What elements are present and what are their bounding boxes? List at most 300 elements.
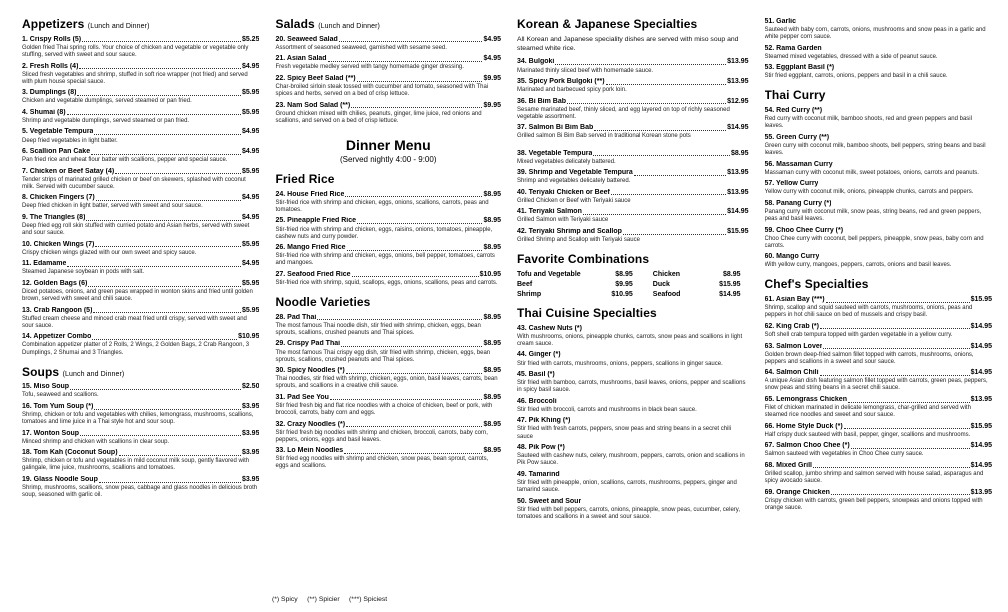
menu-item-line [765,45,993,53]
menu-item-price: $8.95 [483,393,501,401]
menu-item [22,148,259,164]
menu-item-name: 57. Yellow Curry [764,180,819,188]
menu-item [275,447,501,470]
menu-item-price: $4.95 [241,214,260,222]
dotted-leader [820,375,970,376]
menu-item-price: $8.95 [483,313,501,321]
dotted-leader [70,389,241,390]
menu-item-name: 19. Glass Noodle Soup [22,476,98,484]
menu-item-description: Stir fried with bell peppers, carrots, onions, pineapple, snow peas, cucumber, celery, tomatoes and scallions in a sweet and sour sauce. [517,506,741,520]
menu-item-name: 5. Vegetable Tempura [22,128,94,136]
menu-item-name: 51. Garlic [764,18,797,25]
menu-item-price: $10.95 [479,270,501,278]
menu-item-line [765,180,993,188]
menu-item-description: Stir fried with fresh carrots, peppers, snow peas and string beans in a secret chili sauce [517,426,732,440]
menu-item-name: 38. Vegetable Tempura [517,149,593,157]
section-heading-text: Appetizers [22,18,85,31]
menu-item-line [275,36,501,44]
menu-item-line [765,462,993,470]
menu-item-name: 47. Pik Khing (*) [517,417,571,425]
menu-item-line [22,383,259,391]
menu-item-description: Golden fried Thai spring rolls. Your choice of chicken and vegetable or vegetable only stuffing, served with sweet and sour sauce. [22,44,249,58]
menu-item-price: $8.95 [483,190,501,198]
menu-item [275,421,501,444]
combo-item [517,281,639,288]
menu-item-price: $13.95 [727,78,749,86]
menu-item-price: $5.25 [241,35,260,43]
menu-item-description: Grilled Salmon with Teriyaki sauce [517,217,609,224]
menu-item-line [22,307,259,315]
menu-item-name: 65. Lemongrass Chicken [764,395,847,403]
menu-item-description: Stir-fried rice with shrimp and chicken, eggs, raisins, onions, tomatoes, pineapple, cashew nuts and curry powder. [275,226,493,240]
menu-item-price: $14.95 [970,342,992,350]
menu-item-line [765,134,993,142]
menu-item-price: $5.95 [241,279,260,287]
menu-item-name: 31. Pad See You [275,393,329,401]
menu-item [275,217,501,240]
menu-item-description: Assortment of seasoned seaweed, garnished with sesame seed. [275,44,447,51]
dotted-leader [593,155,730,156]
menu-item [765,161,993,177]
combo-price: $10.95 [611,290,633,298]
menu-item [517,398,749,414]
menu-item [22,307,259,330]
menu-item-description: Yellow curry with coconut milk, onions, pineapple chunks, carrots and peppers. [764,189,974,196]
menu-item-name: 69. Orange Chicken [764,488,830,496]
menu-item-name: 43. Cashew Nuts (*) [517,324,582,332]
menu-item-price: $15.95 [970,422,992,430]
menu-item-name: 36. Bi Bim Bab [517,97,567,105]
menu-item-description: Marinated and barbecued spicy pork loin. [517,87,627,94]
dotted-leader [77,95,241,96]
dotted-leader [96,200,241,201]
menu-item-price: $12.95 [727,97,749,105]
menu-item [22,36,259,59]
menu-item-line [275,191,501,199]
menu-item-description: Diced potatoes, onions, and green peas wrapped in wonton skins and fried until golden brown, served with sweet and chili sauce. [22,289,253,303]
menu-item-description: With mushrooms, onions, pineapple chunks, carrots, snow peas and scallions in light cream sauce. [517,333,743,347]
menu-item-price: $14.95 [970,369,992,377]
menu-item [22,260,259,276]
menu-item-line [275,394,501,402]
menu-item [517,498,749,521]
menu-item-line [765,396,993,404]
menu-item [765,18,993,41]
menu-item-name: 48. Pik Pow (*) [517,444,565,452]
menu-item-description: Sliced fresh vegetables and shrimp, stuffed in soft rice wrapper (not fried) and served with plum house special sauce. [22,71,248,85]
dotted-leader [79,68,241,69]
menu-item-description: Shrimp, chicken or tofu and vegetables in mild coconut milk soup, gently flavored with galingale, lime juice, mushrooms, scallions and tomatoes. [22,458,250,472]
menu-item-line [765,64,993,72]
menu-item-description: Grilled Chicken or Beef with Teriyaki sauce [517,197,631,204]
dotted-leader [346,426,482,427]
menu-item-line [517,124,749,132]
menu-item-line [22,168,259,176]
menu-item-description: Stir fried egg noodles with shrimp and chicken, snow peas, bean sprout, carrots, eggs and scallions. [275,456,489,470]
dotted-leader [820,328,970,329]
menu-item-line [275,271,501,279]
menu-item-description: Shrimp and vegetable dumplings, served steamed or pan fried. [22,117,190,124]
section-heading-text: Thai Curry [764,88,826,103]
menu-column-3 [517,18,749,612]
section-intro: All Korean and Japanese speciality dishes are served with miso soup and steamed white rice. [517,35,739,52]
menu-item-line [765,253,993,261]
menu-item-description: Stir-fried rice with shrimp and chicken, eggs, onions, scallions, carrots, peas and tomatoes. [275,199,489,213]
menu-item-name: 16. Tom Yum Soup (*) [22,403,94,411]
menu-item-line [22,476,259,484]
menu-item-price: $15.95 [970,296,992,304]
menu-item-name: 13. Crab Rangoon (5) [22,306,93,314]
menu-item-line [765,296,993,304]
menu-item-line [22,109,259,117]
dotted-leader [346,373,483,374]
menu-item-name: 40. Teriyaki Chicken or Beef [517,188,610,196]
menu-item-line [275,340,501,348]
dotted-leader [67,266,241,267]
menu-item-price: $14.95 [970,461,992,469]
dotted-leader [115,173,241,174]
dotted-leader [93,312,241,313]
menu-item-line [517,351,749,359]
menu-item-name: 50. Sweet and Sour [517,497,582,505]
menu-item-description: The most famous Thai crispy egg dish, stir fried with shrimp, chicken, eggs, bean sprouts, scallions, crushed peanuts and Thai spices. [275,349,491,363]
menu-item-description: Stir fried fresh big and flat rice noodles with a choice of chicken, beef or pork, with broccoli, carrots, baby corn and eggs. [275,402,493,417]
menu-item-price: $8.95 [483,367,501,375]
menu-item-name: 27. Seafood Fried Rice [275,270,351,278]
menu-item [517,124,749,140]
menu-item-line [765,442,993,450]
menu-item-price: $9.95 [483,101,501,109]
menu-item-description: Shrimp, scallop and squid sauteed with carrots, mushrooms, onions, peas and peppers in hot chili sauce on bed of mussels and crispy basil. [764,305,973,319]
menu-item [517,78,749,94]
menu-item-description: With yellow curry, mangoes, peppers, carrots, onions and basil leaves. [764,262,952,269]
menu-item-description: Salmon sauteed with vegetables in Choo Chee curry sauce. [764,451,924,458]
menu-item [517,98,749,121]
dotted-leader [88,286,241,287]
menu-item-price: $4.95 [241,260,260,268]
menu-item [765,442,993,458]
menu-item-price: $5.95 [241,89,260,97]
dotted-leader [851,448,970,449]
section-heading-text: Salads [275,18,315,31]
menu-item-line [22,63,259,71]
menu-item-line [517,58,749,66]
dotted-leader [317,319,482,320]
menu-item [22,109,259,125]
menu-item-line [275,217,501,225]
menu-item-price: $3.95 [241,449,260,457]
menu-item-price: $5.95 [241,167,260,175]
menu-item-price: $15.95 [727,228,749,236]
menu-item-line [22,260,259,268]
dotted-leader [351,107,482,108]
menu-item-line [517,371,749,379]
menu-item-description: Shrimp, mushrooms, scallions, snow peas, cabbage and glass noodles in delicious broth soup, seasoned with garlic oil. [22,485,258,499]
menu-item-name: 58. Panang Curry (*) [764,199,832,207]
menu-item-price: $8.95 [483,340,501,348]
menu-item-price: $8.95 [483,217,501,225]
menu-item-description: Chicken and vegetable dumplings, served steamed or pan fried. [22,98,192,105]
menu-item-line [765,423,993,431]
menu-item-name: 24. House Fried Rice [275,190,345,198]
menu-item-line [22,89,259,97]
dotted-leader [345,196,482,197]
menu-item-line [765,18,993,26]
menu-item-description: Deep fried chicken in light batter, served with sweet and sour sauce. [22,203,203,210]
menu-item-name: 33. Lo Mein Noodles [275,447,344,455]
dotted-leader [95,246,241,247]
menu-item [517,471,749,494]
menu-item-description: Stir fried fresh big noodles with shrimp and chicken, broccoli, carrots, baby corn, peppers, onions, eggs and basil leaves. [275,429,488,443]
dotted-leader [831,494,970,495]
menu-column-4 [765,18,993,612]
menu-item [765,64,993,80]
combo-item [653,291,747,298]
menu-item-description: Shrimp and vegetables delicately battered. [517,178,631,185]
menu-item-line [517,189,749,197]
menu-item [765,107,993,130]
menu-item-description: Tofu, seaweed and scallions. [22,392,99,399]
menu-item [765,369,993,392]
menu-item-price: $13.95 [970,488,992,496]
section-heading-text: Chef's Specialties [764,277,869,292]
menu-item-price: $8.95 [730,149,749,157]
menu-item-description: Stir fried with bamboo, carrots, mushrooms, basil leaves, onions, pepper and scallions in spicy basil sauce. [517,380,746,394]
menu-item-price: $4.95 [241,128,260,136]
dotted-leader [119,455,241,456]
combo-price: $9.95 [615,280,633,288]
menu-item [22,403,259,426]
dotted-leader [80,435,241,436]
menu-item-price: $5.95 [241,306,260,314]
menu-item-description: Massaman curry with coconut milk, sweet potatoes, onions, carrots and peanuts. [764,169,979,176]
menu-item-name: 52. Rama Garden [764,44,822,52]
menu-item-name: 12. Golden Bags (6) [22,279,88,287]
menu-item [22,383,259,399]
menu-item-price: $8.95 [483,244,501,252]
menu-item-name: 37. Salmon Bi Bim Bab [517,124,594,132]
menu-item-line [22,280,259,288]
combo-item [517,271,639,278]
menu-item-line [517,498,749,506]
section-heading [275,173,501,187]
spice-level-legend: (*) Spicy (**) Spicier (***) Spiciest [272,596,388,603]
dotted-leader [341,346,482,347]
menu-column-2 [275,18,501,612]
menu-item-line [22,194,259,202]
menu-item [765,423,993,439]
menu-item-name: 30. Spicy Noodles (*) [275,367,345,375]
menu-item-line [765,227,993,235]
menu-item [765,296,993,319]
menu-item [517,228,749,244]
menu-item-price: $4.95 [241,194,260,202]
menu-item-name: 18. Tom Kah (Coconut Soup) [22,449,118,457]
dotted-leader [91,154,241,155]
dotted-leader [357,81,483,82]
menu-item-line [765,161,993,169]
menu-item-name: 26. Mango Fried Rice [275,244,346,252]
menu-item [765,489,993,512]
menu-item-line [517,169,749,177]
menu-item [275,102,501,125]
menu-item-description: Grilled Shrimp and Scallop with Teriyaki sauce [517,237,640,244]
section-heading-text: Noodle Varieties [275,294,371,309]
menu-item-line [275,244,501,252]
dotted-leader [848,402,970,403]
menu-item-description: Steamed Japanese soybean in pods with salt. [22,269,145,276]
combo-price: $15.95 [719,280,741,288]
menu-item-line [517,444,749,452]
menu-item-line [765,343,993,351]
menu-item-name: 39. Shrimp and Vegetable Tempura [517,169,633,177]
menu-item [765,343,993,366]
menu-item-name: 63. Salmon Lover [764,342,823,350]
menu-item [517,150,749,166]
menu-item-name: 6. Scallion Pan Cake [22,148,91,156]
section-heading [517,307,749,321]
menu-item [765,45,993,61]
menu-item [765,323,993,339]
menu-item-description: Minced shrimp and chicken with scallions in clear soup. [22,438,170,445]
menu-item [765,396,993,419]
menu-item-description: Tender strips of marinated grilled chicken or beef on skewers, splashed with coconut milk. Served with cucumber sauce. [22,176,246,190]
menu-item [275,394,501,417]
section-heading [517,18,749,32]
menu-item [22,333,259,356]
menu-item [765,253,993,269]
menu-item-description: Pan fried rice and wheat flour batter with scallions, pepper and special sauce. [22,157,228,164]
dotted-leader [67,114,241,115]
dotted-leader [813,467,970,468]
menu-item [765,200,993,223]
menu-item-line [517,98,749,106]
menu-item-price: $4.95 [483,55,501,63]
menu-item-name: 14. Appetizer Combo [22,333,92,341]
dotted-leader [606,84,727,85]
menu-item [765,134,993,157]
menu-item-description: Sesame marinated beef, thinly sliced, and egg layered on top of richly seasoned vegetable assortment. [517,106,730,120]
combo-name: Tofu and Vegetable [517,270,581,278]
menu-item [22,280,259,303]
section-heading [22,18,259,32]
menu-item-name: 49. Tamarind [517,470,560,478]
menu-item [517,189,749,205]
dotted-leader [94,409,241,410]
menu-item-description: Stir fried with broccoli, carrots and mushrooms in black bean sauce. [517,406,697,413]
section-heading-text: Korean & Japanese Specialties [517,18,698,31]
menu-item-name: 22. Spicy Beef Salad (**) [275,75,356,83]
menu-item-description: Deep fried vegetables in light batter. [22,137,118,144]
menu-item-name: 21. Asian Salad [275,55,327,63]
menu-item [22,194,259,210]
menu-item-line [22,333,259,341]
menu-item-name: 17. Wonton Soup [22,429,80,437]
menu-item-line [22,148,259,156]
menu-item-line [517,78,749,86]
menu-item-description: Sauteed with baby corn, carrots, onions, mushrooms and snow peas in a garlic and white pepper corn sauce. [764,27,986,41]
combo-price: $8.95 [615,270,633,278]
menu-item-description: Combination appetizer platter of 2 Rolls, 2 Wings, 2 Golden Bags, 2 Crab Rangoon, 3 Dumplings, 2 Shumai and 3 Triangles. [22,342,250,356]
menu-item-name: 59. Choo Chee Curry (*) [764,226,844,234]
menu-item-name: 25. Pineapple Fried Rice [275,217,357,225]
menu-column-1 [22,18,259,612]
menu-item-price: $14.95 [970,442,992,450]
section-heading [275,296,501,310]
menu-item-description: Sauteed with cashew nuts, celery, mushroom, peppers, carrots, onion and scallions in Pik Pow sauce. [517,453,745,467]
menu-item [22,214,259,237]
menu-item-name: 62. King Crab (*) [764,322,819,330]
menu-item-line [22,241,259,249]
menu-item-description: Steamed mixed vegetables, dressed with a side of peanut sauce. [764,53,938,60]
menu-item [765,180,993,196]
menu-item-description: Shrimp, chicken or tofu and vegetables with chilies, lemongrass, mushrooms, scallions, tomatoes and lime juice in a Thai style hot and sour soup. [22,412,254,426]
menu-item-description: Red curry with coconut milk, bamboo shoots, red and green peppers and basil leaves. [764,116,972,130]
menu-item-name: 2. Fresh Rolls (4) [22,62,79,70]
menu-item [22,63,259,86]
menu-item [517,351,749,367]
menu-item-price: $5.95 [241,108,260,116]
menu-item-line [22,36,259,44]
menu-item-line [517,208,749,216]
combo-name: Duck [652,280,670,288]
dotted-leader [344,453,482,454]
dotted-leader [352,276,479,277]
menu-item-price: $4.95 [241,62,260,70]
menu-item-description: Soft shell crab tempura topped with garden vegetable in a yellow curry. [764,331,953,338]
dotted-leader [347,250,483,251]
menu-item-price: $9.95 [483,75,501,83]
menu-item [22,476,259,499]
menu-item-line [765,323,993,331]
menu-item-line [517,228,749,236]
menu-item-line [275,447,501,455]
section-heading-text: Soups [22,364,60,379]
menu-item-description: Half crispy duck sauteed with basil, pepper, ginger, scallions and mushrooms. [764,431,971,438]
dotted-leader [567,103,726,104]
menu-item-name: 1. Crispy Rolls (5) [22,35,82,43]
menu-item [22,89,259,105]
favorite-combinations-grid [517,271,747,298]
dotted-leader [634,175,726,176]
menu-item [275,367,501,390]
dotted-leader [357,223,482,224]
banner-title: Dinner Menu [345,136,431,153]
menu-item [765,227,993,250]
menu-item-description: Panang curry with coconut milk, snow peas, string beans, red and green peppers, peas and basil leaves. [764,208,982,223]
combo-name: Seafood [652,290,681,298]
menu-item-line [517,417,749,425]
dotted-leader [826,302,970,303]
menu-item-line [765,489,993,497]
menu-item [22,168,259,191]
menu-item-description: Marinated thinly sliced beef with homemade sauce. [517,67,654,74]
menu-item-description: Stuffed cream cheese and minced crab meat fried until crispy, served with sweet and sour sauce. [22,315,247,329]
menu-item-description: Grilled salmon Bi Bim Bab served in traditional Korean stone pots [517,133,691,140]
menu-item-description: The most famous Thai noodle dish, stir fried with shrimp, chicken, eggs, bean sprouts, scallions, crushed peanuts and Thai spices. [275,322,481,336]
section-heading [765,89,993,103]
menu-item [22,241,259,257]
menu-item-description: Stir-fried rice with shrimp and chicken, eggs, onions, bell pepper, tomatoes, carrots and mangoes. [275,253,495,267]
combo-name: Shrimp [517,290,542,298]
menu-item-name: 11. Edamame [22,260,67,268]
menu-item-line [22,128,259,136]
menu-item-name: 15. Miso Soup [22,383,70,391]
dotted-leader [339,41,483,42]
combo-name: Beef [517,280,533,288]
menu-item-name: 53. Eggplant Basil (*) [764,64,835,72]
section-heading [275,18,501,32]
